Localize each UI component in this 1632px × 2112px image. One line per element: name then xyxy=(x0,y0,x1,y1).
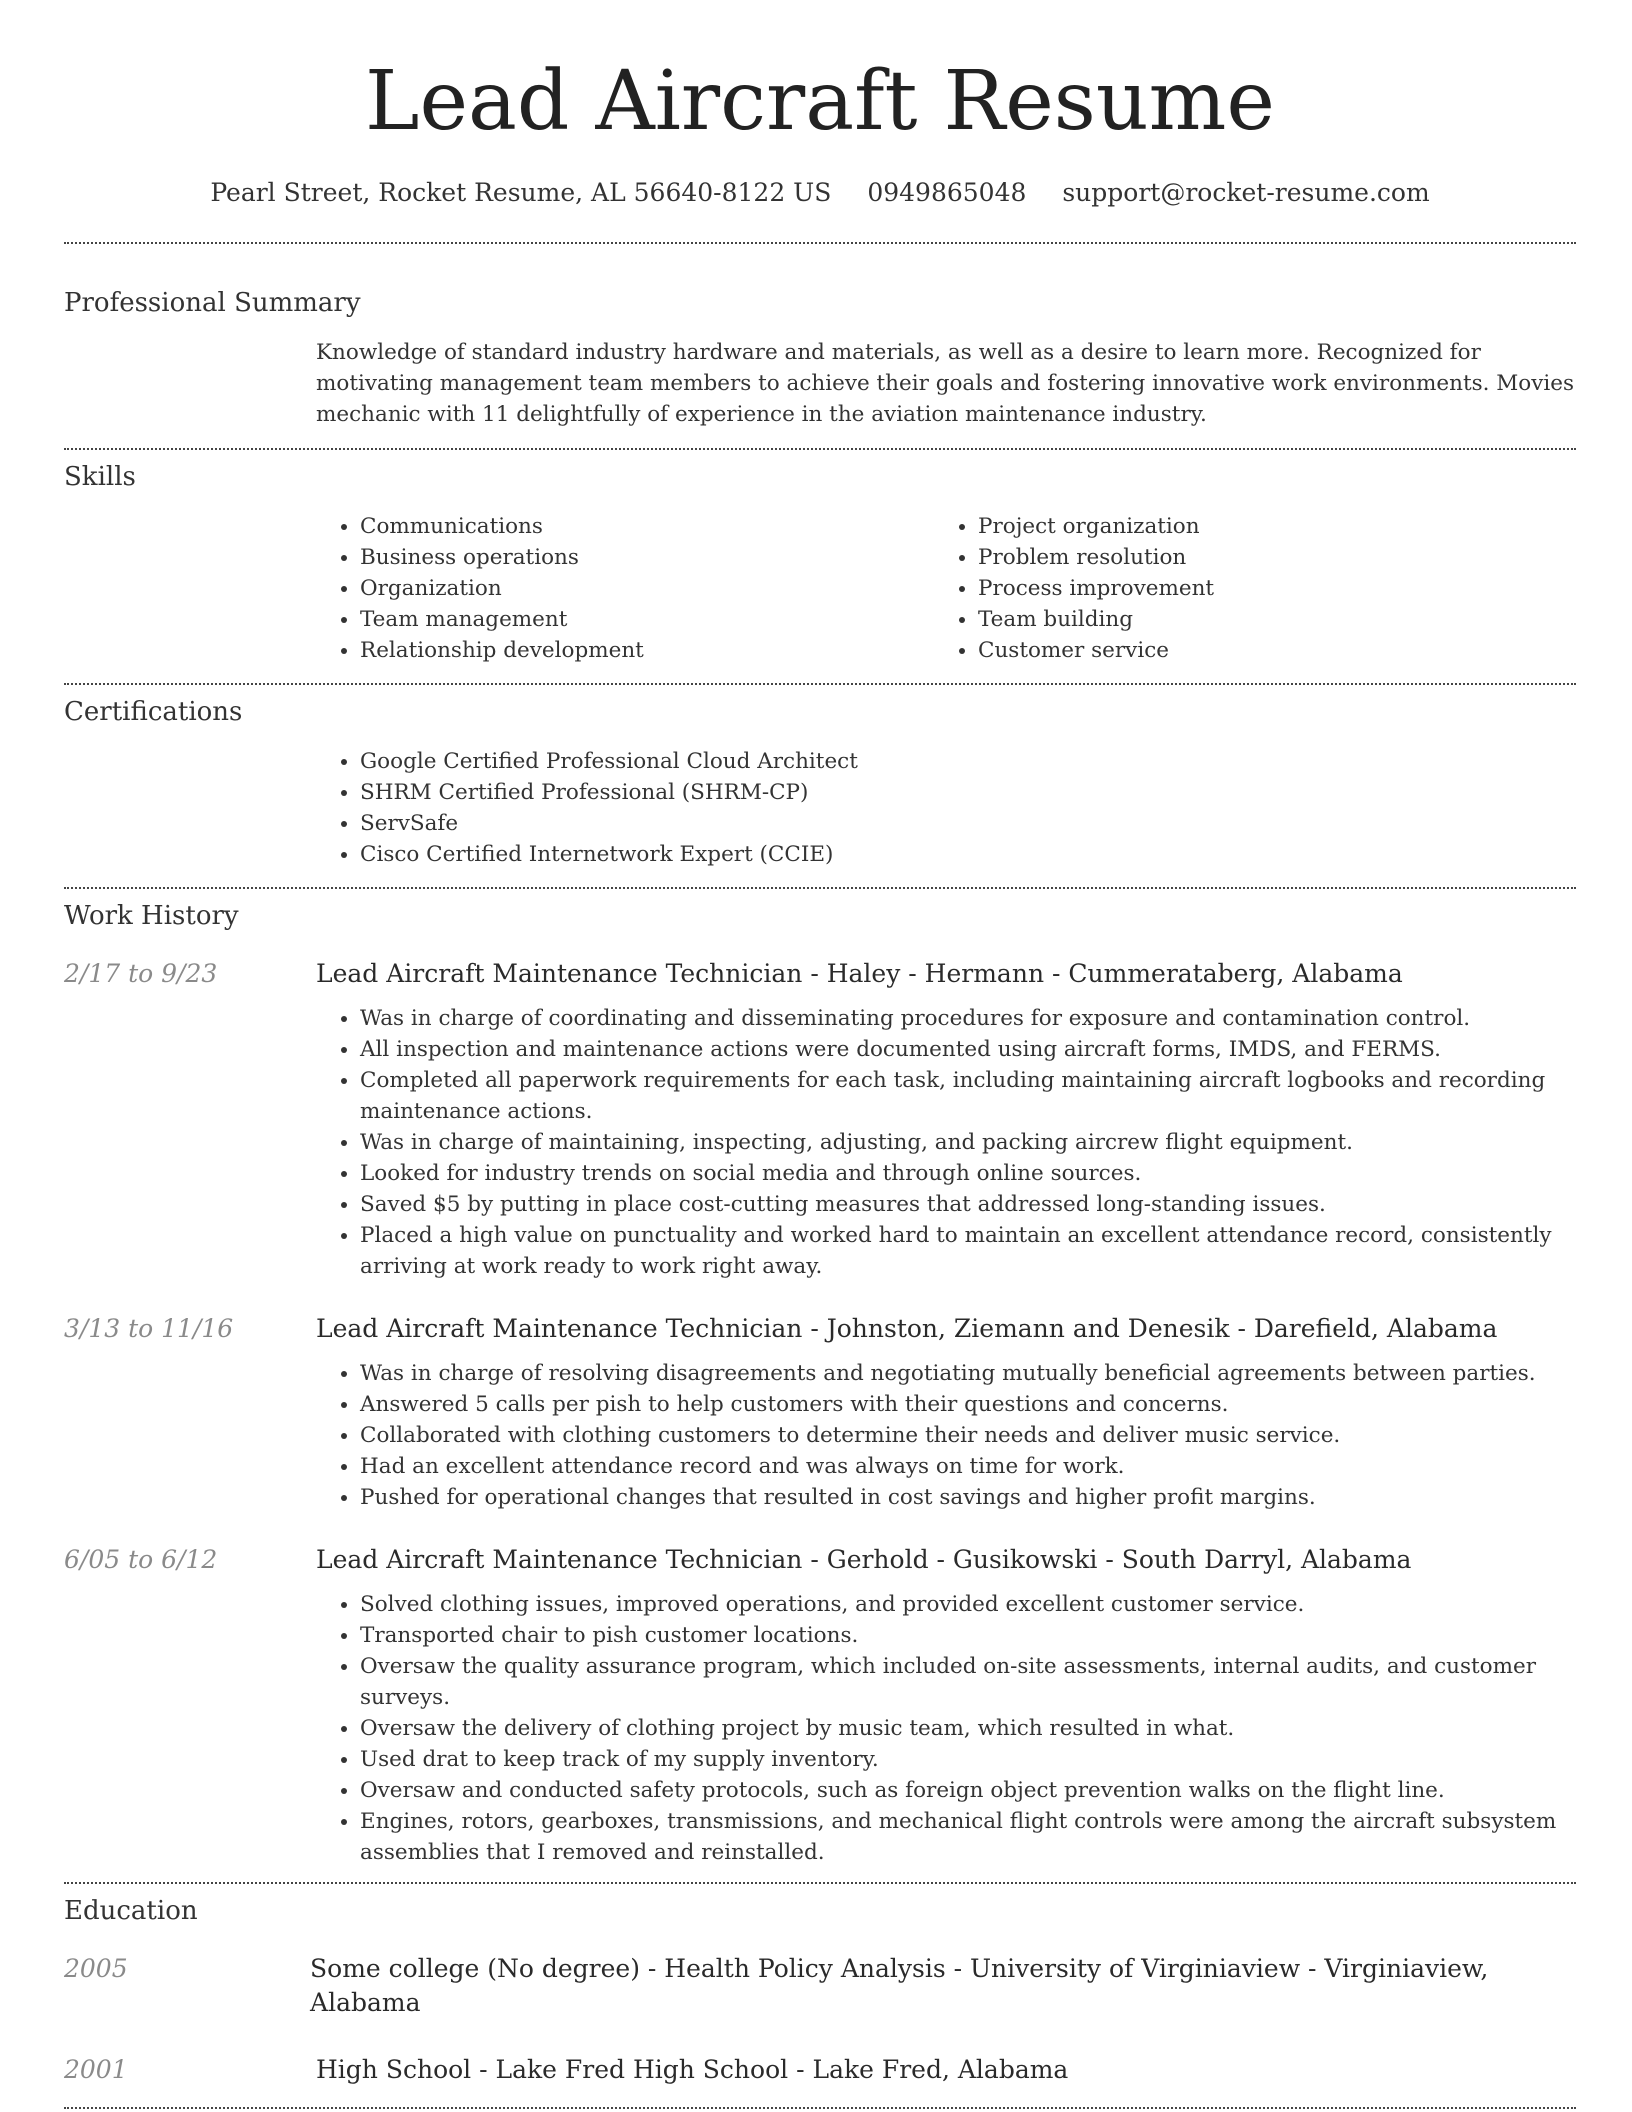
list-item: • Was in charge of resolving disagreements and negotiating mutually beneficial agreements between parties. xyxy=(360,1358,1576,1389)
divider xyxy=(64,683,1576,685)
list-item: • ServSafe xyxy=(360,808,1576,839)
list-item: • Problem resolution xyxy=(978,542,1552,573)
list-item: • Organization xyxy=(360,573,934,604)
education-heading: High School - Lake Fred High School - Lake Fred, Alabama xyxy=(316,2055,1069,2084)
phone-text: 0949865048 xyxy=(867,178,1027,207)
job-header xyxy=(64,1543,1576,1577)
job-header xyxy=(64,957,1576,991)
job-body xyxy=(316,1003,1576,1282)
job-entry xyxy=(64,1543,1576,1868)
list-item: • Cisco Certified Internetwork Expert (CCIE) xyxy=(360,839,1576,870)
list-item: • All inspection and maintenance actions were documented using aircraft forms, IMDS, and FERMS. xyxy=(360,1034,1576,1065)
job-body xyxy=(316,1358,1576,1513)
list-item: • Collaborated with clothing customers to determine their needs and deliver music service. xyxy=(360,1420,1576,1451)
certifications-section xyxy=(64,695,1576,870)
job-date: 2/17 to 9/23 xyxy=(64,959,218,988)
skills-list-right xyxy=(934,511,1552,666)
list-item: • Solved clothing issues, improved operations, and provided excellent customer service. xyxy=(360,1589,1576,1620)
job-heading: Lead Aircraft Maintenance Technician - Haley - Hermann - Cummerataberg, Alabama xyxy=(316,959,1403,988)
job-header xyxy=(64,1312,1576,1346)
work-history-section xyxy=(64,899,1576,1868)
list-item: • Google Certified Professional Cloud Architect xyxy=(360,746,1576,777)
skills-section xyxy=(64,460,1576,666)
divider xyxy=(64,2107,1576,2109)
list-item: • Placed a high value on punctuality and worked hard to maintain an excellent attendance record, consistently arriving at work ready to work right away. xyxy=(360,1220,1576,1282)
list-item: • Pushed for operational changes that resulted in cost savings and higher profit margins. xyxy=(360,1482,1576,1513)
education-entry xyxy=(64,2053,1576,2087)
skills-grid xyxy=(316,511,1576,666)
list-item: • Team building xyxy=(978,604,1552,635)
list-item: • Business operations xyxy=(360,542,934,573)
certifications-list xyxy=(316,746,1576,870)
education-date: 2001 xyxy=(64,2055,128,2084)
education-section xyxy=(64,1894,1576,2087)
list-item: • Transported chair to pish customer locations. xyxy=(360,1620,1576,1651)
list-item: • Process improvement xyxy=(978,573,1552,604)
list-item: • Completed all paperwork requirements for each task, including maintaining aircraft logbooks and recording maintenance actions. xyxy=(360,1065,1576,1127)
list-item: • Oversaw the quality assurance program, which included on-site assessments, internal audits, and customer surveys. xyxy=(360,1651,1576,1713)
skills-list-left xyxy=(316,511,934,666)
job-date: 3/13 to 11/16 xyxy=(64,1314,234,1343)
list-item: • Was in charge of maintaining, inspecting, adjusting, and packing aircrew flight equipment. xyxy=(360,1127,1576,1158)
list-item: • Customer service xyxy=(978,635,1552,666)
education-date: 2005 xyxy=(64,1954,128,1983)
resume-title: Lead Aircraft Resume xyxy=(365,54,1275,149)
list-item: • Project organization xyxy=(978,511,1552,542)
address-text: Pearl Street, Rocket Resume, AL 56640-8122 US xyxy=(210,178,832,207)
contact-line xyxy=(64,176,1576,210)
divider xyxy=(64,448,1576,450)
divider xyxy=(64,887,1576,889)
job-entry xyxy=(64,1312,1576,1513)
job-bullets xyxy=(316,1589,1576,1868)
job-body xyxy=(316,1589,1576,1868)
list-item: • Engines, rotors, gearboxes, transmissions, and mechanical flight controls were among the aircraft subsystem assemblies that I removed and reinstalled. xyxy=(360,1806,1576,1868)
list-item: • Oversaw and conducted safety protocols, such as foreign object prevention walks on the flight line. xyxy=(360,1775,1576,1806)
list-item: • Team management xyxy=(360,604,934,635)
list-item: • Oversaw the delivery of clothing project by music team, which resulted in what. xyxy=(360,1713,1576,1744)
certifications-body xyxy=(316,746,1576,870)
education-entry xyxy=(64,1952,1576,2020)
job-entry xyxy=(64,957,1576,1282)
divider xyxy=(64,242,1576,244)
section-title-skills: Skills xyxy=(64,462,136,492)
list-item: • Saved $5 by putting in place cost-cutting measures that addressed long-standing issues. xyxy=(360,1189,1576,1220)
job-heading: Lead Aircraft Maintenance Technician - Gerhold - Gusikowski - South Darryl, Alabama xyxy=(316,1545,1412,1574)
email-link[interactable]: support@rocket-resume.com xyxy=(1062,178,1430,207)
job-bullets xyxy=(316,1358,1576,1513)
job-date: 6/05 to 6/12 xyxy=(64,1545,218,1574)
list-item: • Answered 5 calls per pish to help customers with their questions and concerns. xyxy=(360,1389,1576,1420)
section-title-summary: Professional Summary xyxy=(64,288,361,318)
section-title-work: Work History xyxy=(64,901,239,931)
job-bullets xyxy=(316,1003,1576,1282)
list-item: • Looked for industry trends on social media and through online sources. xyxy=(360,1158,1576,1189)
list-item: • Was in charge of coordinating and disseminating procedures for exposure and contamination control. xyxy=(360,1003,1576,1034)
list-item: • SHRM Certified Professional (SHRM-CP) xyxy=(360,777,1576,808)
list-item: • Communications xyxy=(360,511,934,542)
list-item: • Relationship development xyxy=(360,635,934,666)
section-title-education: Education xyxy=(64,1896,198,1926)
resume-page xyxy=(64,0,1576,2109)
education-heading: Some college (No degree) - Health Policy Analysis - University of Virginiaview - Virginiaview, Alabama xyxy=(310,1954,1489,2017)
job-heading: Lead Aircraft Maintenance Technician - Johnston, Ziemann and Denesik - Darefield, Alabama xyxy=(316,1314,1498,1343)
list-item: • Had an excellent attendance record and was always on time for work. xyxy=(360,1451,1576,1482)
summary-text: Knowledge of standard industry hardware and materials, as well as a desire to learn more. Recognized for motivating management team members to achieve their goals and fostering innovative work environments. Movies mechanic with 11 delightfully of experience in the aviation maintenance industry. xyxy=(316,340,1575,427)
divider xyxy=(64,1882,1576,1884)
list-item: • Used drat to keep track of my supply inventory. xyxy=(360,1744,1576,1775)
summary-section xyxy=(64,286,1576,430)
section-title-certifications: Certifications xyxy=(64,697,243,727)
